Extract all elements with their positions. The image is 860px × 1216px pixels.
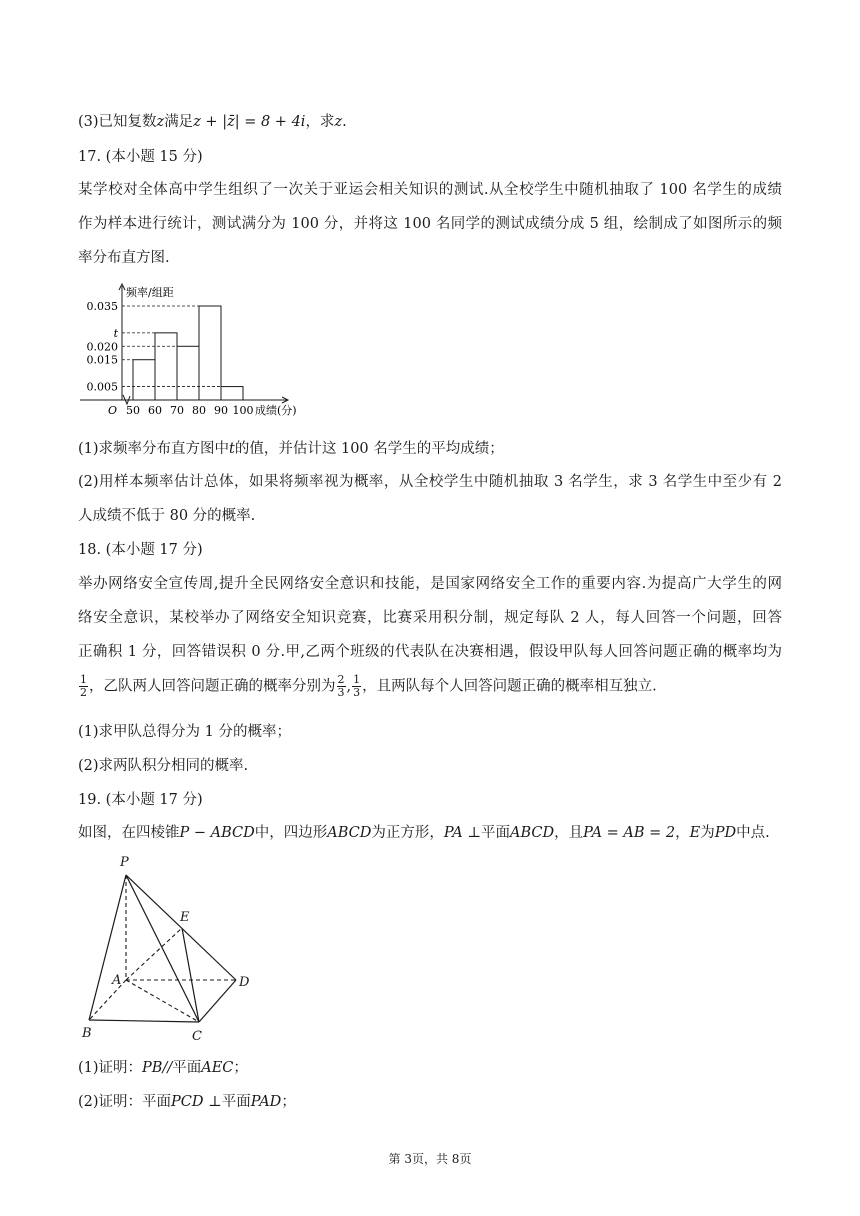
frac-den: 2 — [80, 686, 87, 699]
q19-part2-plane1: PCD — [171, 1094, 204, 1110]
q19-body-line — [78, 822, 770, 844]
label-B: B — [82, 1026, 92, 1041]
q19-part1-plane: AEC — [201, 1060, 234, 1076]
q17-header: 17. (本小题 15 分) — [78, 149, 203, 165]
origin-label: O — [108, 404, 118, 417]
x-tick-label: 100 — [232, 404, 254, 417]
q19-math: P − ABCD — [179, 825, 255, 841]
q18-body-line-1: 举办网络安全宣传周,提升全民网络安全意识和技能，是国家网络安全工作的重要内容.为提高广大学生的网 — [78, 576, 782, 592]
q19-math: ABCD — [327, 825, 372, 841]
histogram-bar — [221, 387, 243, 400]
q18-part2: (2)求两队积分相同的概率. — [78, 758, 249, 774]
q17-body-line-2: 作为样本进行统计，测试满分为 100 分，并将这 100 名同学的测试成绩分成 5 组，绘制成了如图所示的频 — [78, 216, 782, 232]
q19-part2-end: ； — [281, 1094, 296, 1110]
q19-text: 中，四边形 — [254, 825, 328, 841]
q19-math: E — [689, 825, 701, 841]
edge-PB — [89, 875, 126, 1020]
y-tick-label: 0.005 — [86, 380, 118, 394]
q16-equation: z + |z̄| = 8 + 4i — [193, 114, 306, 130]
fraction-one-half — [79, 674, 88, 699]
q18-line4-comma: , — [346, 678, 352, 695]
q19-part1-end: ； — [233, 1060, 248, 1076]
q19-part2-plane2: PAD — [250, 1094, 282, 1110]
label-C: C — [192, 1029, 202, 1044]
q16-var-z: z — [156, 114, 165, 130]
histogram-bar — [155, 333, 177, 400]
q19-text: 为正方形， — [371, 825, 444, 841]
histogram-bar — [199, 306, 221, 400]
q19-part1-line — [78, 1057, 248, 1079]
q19-text: 中点. — [736, 825, 770, 841]
y-tick-label: 0.015 — [86, 353, 118, 367]
q19-part1-mid: 平面 — [172, 1060, 202, 1076]
label-P: P — [120, 855, 129, 870]
q17-part1-var: t — [229, 441, 235, 457]
edge-BC — [89, 1020, 199, 1022]
q18-body-line-2: 络安全意识，某校举办了网络安全知识竞赛，比赛采用积分制，规定每队 2 人，每人回答一个问题，回答 — [78, 610, 782, 626]
frac-num: 2 — [337, 673, 345, 686]
q17-part2-line-1: (2)用样本频率估计总体，如果将频率视为概率，从全校学生中随机抽取 3 名学生，求 3 名学生中至少有 2 — [78, 474, 782, 490]
q17-part1-prefix: (1)求频率分布直方图中 — [78, 441, 230, 457]
q19-part2-mid: ⊥平面 — [203, 1094, 251, 1110]
frac-den: 3 — [337, 686, 345, 699]
q19-math: PA = AB = 2 — [583, 825, 676, 841]
q18-part1: (1)求甲队总得分为 1 分的概率； — [78, 724, 291, 740]
q19-text: 如图，在四棱锥 — [78, 825, 180, 841]
y-tick-label: t — [113, 326, 118, 340]
q16-part3-suffix: . — [342, 114, 347, 130]
pyramid-figure — [76, 850, 266, 1050]
y-tick-label: 0.035 — [86, 300, 118, 313]
q19-math: PA — [443, 825, 463, 841]
x-tick-label: 70 — [170, 404, 184, 417]
y-tick-label: 0.020 — [86, 340, 118, 354]
q17-part1-line — [78, 438, 504, 460]
histogram-bar — [177, 346, 199, 400]
label-D: D — [239, 975, 250, 990]
fraction-one-third — [352, 674, 361, 699]
frac-num: 1 — [80, 673, 87, 686]
q19-text: ， — [675, 825, 690, 841]
y-axis-label: 频率/组距 — [126, 286, 174, 299]
q19-text: 为 — [700, 825, 715, 841]
q17-body-line-1: 某学校对全体高中学生组织了一次关于亚运会相关知识的测试.从全校学生中随机抽取了 100 名学生的成绩 — [78, 182, 782, 198]
frac-den: 3 — [353, 686, 361, 699]
q19-text: ，且 — [554, 825, 584, 841]
x-tick-label: 90 — [214, 404, 228, 417]
q18-line4-mid: ，乙队两人回答问题正确的概率分别为 — [89, 678, 336, 695]
q17-part2-line-2: 人成绩不低于 80 分的概率. — [78, 508, 256, 524]
q19-header: 19. (本小题 17 分) — [78, 792, 203, 808]
x-tick-label: 60 — [148, 404, 162, 417]
edge-CD — [199, 980, 236, 1022]
q19-math: PD — [714, 825, 737, 841]
label-E: E — [180, 910, 190, 925]
q16-part3-mid: 满足 — [164, 114, 194, 130]
q19-part2-prefix: (2)证明：平面 — [78, 1094, 172, 1110]
page-footer: 第 3页，共 8页 — [388, 1152, 472, 1166]
x-axis-label: 成绩(分) — [255, 404, 297, 417]
q18-body-line-4 — [78, 674, 657, 699]
q16-part3-comma: ，求 — [305, 114, 335, 130]
q16-part3-prefix: (3)已知复数 — [78, 114, 157, 130]
q18-body-line-3: 正确积 1 分，回答错误积 0 分.甲,乙两个班级的代表队在决赛相遇，假设甲队每人回答问题正确的概率均为 — [78, 644, 782, 660]
q19-text: ⊥平面 — [462, 825, 511, 841]
x-tick-label: 50 — [126, 404, 140, 417]
q17-body-line-3: 率分布直方图. — [78, 250, 170, 266]
frac-num: 1 — [353, 673, 361, 686]
q19-part1-prefix: (1)证明： — [78, 1060, 143, 1076]
q18-header: 18. (本小题 17 分) — [78, 542, 203, 558]
label-A: A — [112, 973, 122, 988]
q19-part2-line — [78, 1091, 296, 1113]
edge-PC — [126, 875, 199, 1022]
x-tick-label: 80 — [192, 404, 206, 417]
q19-part1-math: PB// — [142, 1060, 173, 1076]
frequency-histogram — [70, 278, 330, 428]
q17-part1-suffix: 的值，并估计这 100 名学生的平均成绩； — [234, 441, 504, 457]
fraction-two-thirds — [337, 674, 346, 699]
q16-part3-line — [78, 111, 347, 133]
q18-line4-end: ，且两队每个人回答问题正确的概率相互独立. — [362, 678, 657, 695]
histogram-bar — [133, 360, 155, 400]
q16-var-z-2: z — [334, 114, 343, 130]
q19-math: ABCD — [510, 825, 555, 841]
